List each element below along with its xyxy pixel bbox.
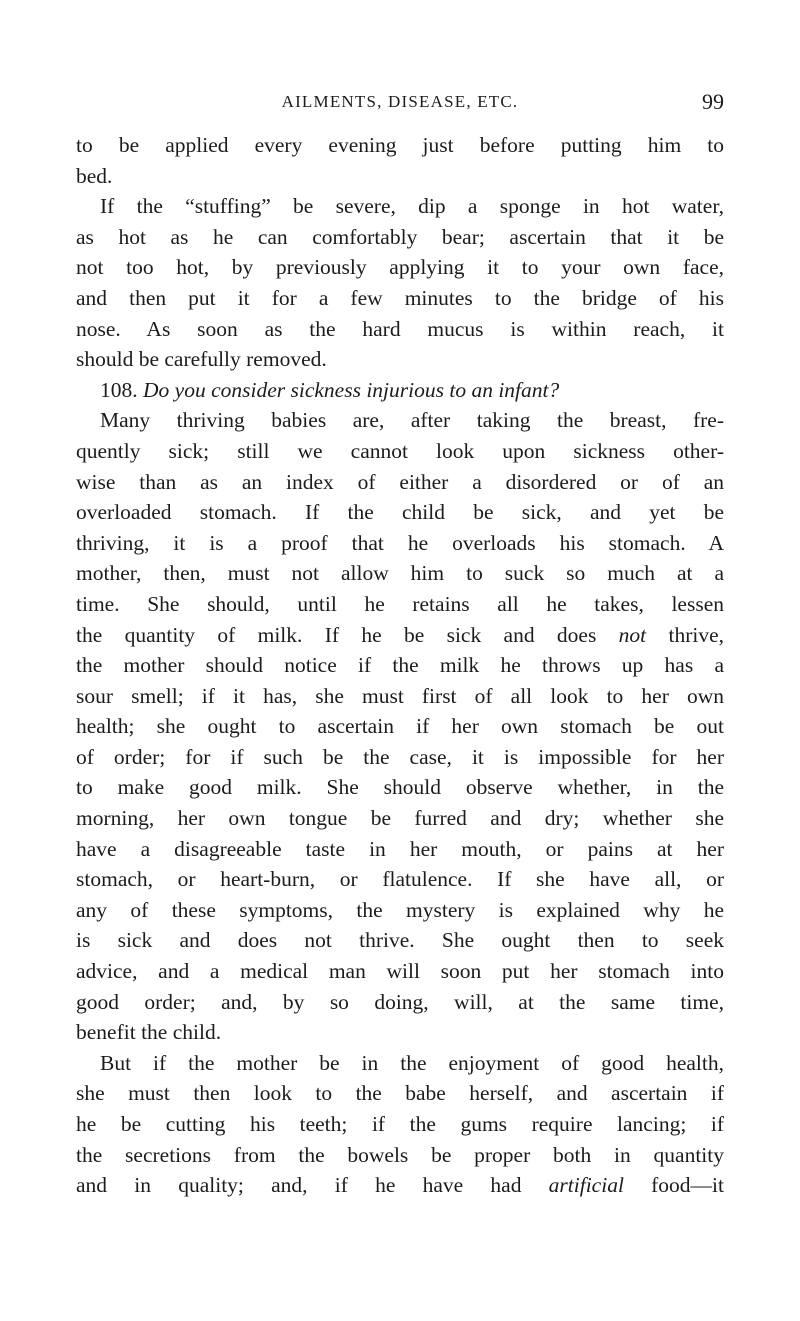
text-line: mother, then, must not allow him to suck so much at a — [76, 561, 724, 586]
text-line: time. She should, until he retains all he takes, lessen — [76, 591, 724, 616]
paragraph-stuffing — [76, 191, 724, 375]
text-line: But if the mother be in the enjoyment of good health, — [100, 1050, 724, 1075]
text-line: is sick and does not thrive. She ought then to seek — [76, 928, 724, 953]
text-line: benefit the child. — [76, 1020, 222, 1045]
text-line: should be carefully removed. — [76, 347, 327, 372]
running-title: AILMENTS, DISEASE, ETC. — [281, 92, 519, 111]
text-line: If the “stuffing” be severe, dip a sponge in hot water, — [100, 194, 724, 219]
text-segment: food—it — [651, 1173, 724, 1198]
question-line — [76, 375, 724, 406]
page-number: 99 — [702, 89, 724, 114]
text-segment: and in quality; and, if he have had — [76, 1173, 522, 1198]
text-line: any of these symptoms, the mystery is explained why he — [76, 897, 724, 922]
running-head — [76, 88, 724, 116]
text-segment: the quantity of milk. If he be sick and does — [76, 622, 597, 647]
text-line: wise than as an index of either a disordered or of an — [76, 469, 724, 494]
text-line: thriving, it is a proof that he overloads his stomach. A — [76, 530, 724, 555]
text-line: sour smell; if it has, she must first of all look to her own — [76, 683, 724, 708]
text-line: of order; for if such be the case, it is impossible for her — [76, 744, 724, 769]
question-text: Do you consider sickness injurious to an infant? — [143, 377, 560, 402]
text-line: bed. — [76, 163, 113, 188]
text-line: to be applied every evening just before putting him to — [76, 133, 724, 157]
text-line: he be cutting his teeth; if the gums require lancing; if — [76, 1112, 724, 1136]
emphasis-word: not — [618, 622, 647, 647]
emphasis-word: artificial — [548, 1173, 624, 1198]
text-line-with-emphasis — [76, 620, 724, 651]
text-line: overloaded stomach. If the child be sick, and yet be — [76, 500, 724, 525]
text-line: the secretions from the bowels be proper both in quantity — [76, 1142, 724, 1167]
paragraph-good-health — [76, 1048, 724, 1201]
body-text — [76, 130, 724, 1201]
question-heading — [76, 375, 724, 406]
text-line-with-emphasis — [76, 1170, 724, 1201]
question-number: 108. — [100, 377, 138, 402]
text-line: quently sick; still we cannot look upon sickness other- — [76, 438, 724, 463]
text-line: not too hot, by previously applying it to your own face, — [76, 255, 724, 280]
text-line: and then put it for a few minutes to the bridge of his — [76, 285, 724, 310]
text-line: health; she ought to ascertain if her own stomach be out — [76, 714, 724, 739]
text-line: stomach, or heart-burn, or flatulence. If she have all, or — [76, 867, 724, 892]
text-line: the mother should notice if the milk he throws up has a — [76, 653, 724, 678]
text-segment: thrive, — [668, 622, 724, 647]
text-line: she must then look to the babe herself, and ascertain if — [76, 1081, 724, 1106]
text-line: advice, and a medical man will soon put her stomach into — [76, 959, 724, 984]
text-line: to make good milk. She should observe whether, in the — [76, 775, 724, 800]
paragraph-continuation — [76, 130, 724, 191]
text-line: have a disagreeable taste in her mouth, or pains at her — [76, 836, 724, 861]
text-line: good order; and, by so doing, will, at the same time, — [76, 989, 724, 1014]
text-line: morning, her own tongue be furred and dry; whether she — [76, 806, 724, 831]
text-line: nose. As soon as the hard mucus is within reach, it — [76, 316, 724, 341]
text-line: Many thriving babies are, after taking the breast, fre- — [100, 408, 724, 433]
paragraph-answer — [76, 405, 724, 1047]
text-line: as hot as he can comfortably bear; ascertain that it be — [76, 224, 724, 249]
